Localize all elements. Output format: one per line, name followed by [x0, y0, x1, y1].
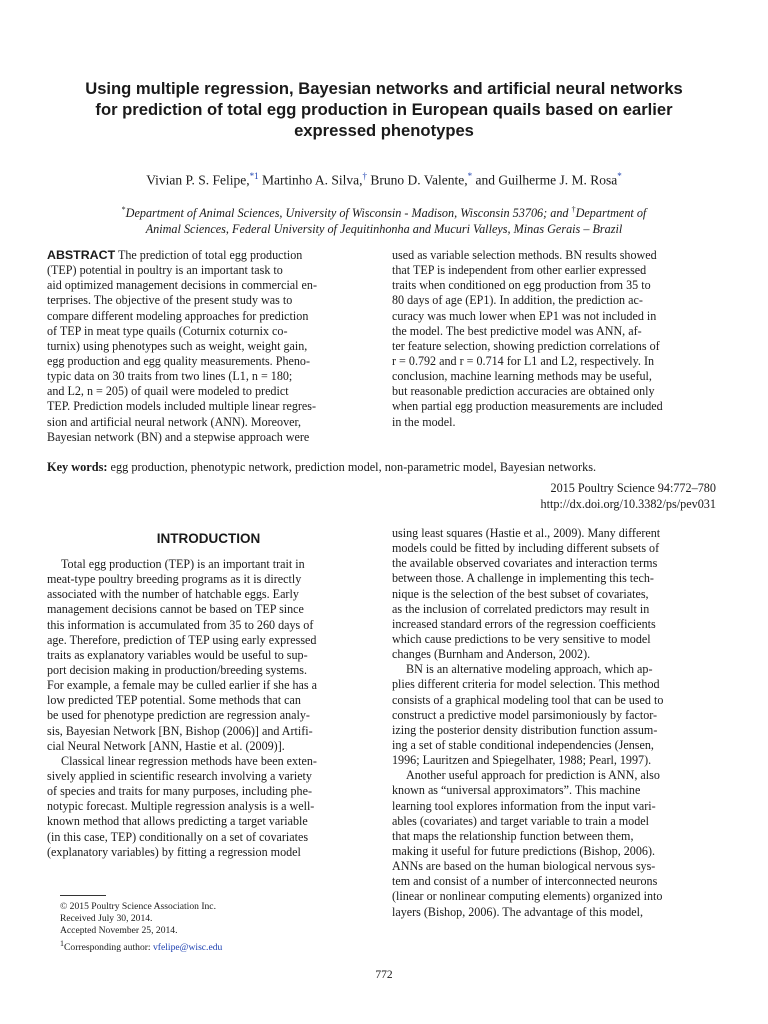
body-line: traits as explanatory variables would be useful to sup-	[47, 647, 308, 662]
body-line: increased standard errors of the regression coefficients	[392, 616, 656, 631]
body-line: For example, a female may be culled earlier if she has a	[47, 678, 317, 693]
keywords	[47, 460, 727, 475]
abstract-line: curacy was much lower when EP1 was not included in	[392, 308, 657, 323]
author-2: Martinho A. Silva,	[258, 172, 363, 188]
abstract-line: 80 days of age (EP1). In addition, the prediction ac-	[392, 293, 643, 308]
author-1: Vivian P. S. Felipe,	[146, 172, 250, 188]
abstract-right-column	[392, 248, 718, 430]
abstract-line: the model. The best predictive model was ANN, af-	[392, 323, 642, 338]
title-line-2: for prediction of total egg production in European quails based on earlier	[95, 100, 673, 119]
body-line: Another useful approach for prediction is ANN, also	[406, 768, 660, 783]
body-line: known method that allows predicting a target variable	[47, 814, 308, 829]
body-line: using least squares (Hastie et al., 2009). Many different	[392, 526, 661, 540]
paper-title	[40, 78, 728, 141]
body-line: (linear or nonlinear computing elements) organized into	[392, 889, 663, 904]
section-heading-introduction: INTRODUCTION	[156, 531, 261, 546]
body-line: as the inclusion of correlated predictors may result in	[392, 601, 650, 616]
corresponding-label: Corresponding author:	[64, 941, 153, 953]
email-link[interactable]: vfelipe@wisc.edu	[153, 941, 223, 953]
author-4: and Guilherme J. M. Rosa	[472, 172, 618, 188]
body-line: 1996; Lauritzen and Spiegelhater, 1988; Pearl, 1997).	[392, 753, 652, 768]
author-1-mark: *1	[249, 171, 259, 181]
body-line: ables (covariates) and target variable to train a model	[392, 813, 649, 828]
abstract-line: ter feature selection, showing prediction correlations of	[392, 338, 660, 353]
abstract-line: sion and artificial neural network (ANN). Moreover,	[47, 414, 302, 429]
body-line: (in this case, TEP) conditionally on a set of covariates	[47, 829, 309, 844]
body-line: age. Therefore, prediction of TEP using early expressed	[47, 632, 317, 647]
affiliation-line-2: Animal Sciences, Federal University of Jequitinhonha and Mucuri Valleys, Minas Gerais – Brazil	[145, 222, 623, 237]
footnote-copyright: © 2015 Poultry Science Association Inc.	[60, 901, 216, 912]
footnote-mark: 1	[60, 938, 64, 948]
abstract-line: that TEP is independent from other earlier expressed	[392, 263, 647, 278]
page-number: 772	[375, 969, 393, 981]
author-3: Bruno D. Valente,	[367, 172, 468, 188]
body-line: Total egg production (TEP) is an important trait in	[61, 557, 305, 571]
title-line-1: Using multiple regression, Bayesian networks and artificial neural networks	[85, 79, 683, 98]
abstract-line: typic data on 30 traits from two lines (L1, n = 180;	[47, 369, 293, 384]
body-line: notypic forecast. Multiple regression analysis is a well-	[47, 799, 315, 814]
abstract-line: r = 0.792 and r = 0.714 for L1 and L2, respectively. In	[392, 353, 655, 368]
abstract-left-column	[47, 248, 370, 445]
body-line: plies different criteria for model selection. This method	[392, 677, 660, 692]
body-line: layers (Bishop, 2006). The advantage of this model,	[392, 904, 644, 919]
body-line: making it useful for future predictions (Bishop, 2006).	[392, 843, 655, 858]
abstract-line: and L2, n = 205) of quail were modeled to predict	[47, 384, 289, 399]
abstract-line: of TEP in meat type quails (Coturnix coturnix co-	[47, 323, 288, 338]
affiliation-text-1-end: Department of	[575, 206, 647, 221]
body-line: the available observed covariates and interaction terms	[392, 556, 658, 571]
abstract-line: terprises. The objective of the present study was to	[47, 293, 293, 308]
body-line: known as “universal approximators”. This machine	[392, 783, 641, 798]
abstract-label: ABSTRACT	[47, 248, 116, 262]
body-line: consists of a graphical modeling tool that can be used to	[392, 692, 664, 707]
body-line: which cause predictions to be very sensitive to model	[392, 631, 651, 646]
keywords-text: egg production, phenotypic network, prediction model, non-parametric model, Bayesian networks.	[107, 460, 597, 474]
body-line: management decisions cannot be based on TEP since	[47, 602, 304, 617]
body-line: learning tool explores information from the input vari-	[392, 798, 656, 813]
abstract-line: Bayesian network (BN) and a stepwise approach were	[47, 429, 310, 444]
author-list	[40, 171, 728, 189]
abstract-line: in the model.	[392, 414, 456, 429]
body-line: this information is accumulated from 35 to 260 days of	[47, 617, 314, 632]
abstract-line: turnix) using phenotypes such as weight, weight gain,	[47, 338, 308, 353]
footnotes	[60, 901, 360, 954]
body-line: meat-type poultry breeding programs as it is directly	[47, 572, 302, 587]
body-line: associated with the number of hatchable eggs. Early	[47, 587, 299, 602]
affiliations	[60, 202, 708, 237]
abstract-line	[47, 248, 370, 263]
doi-link[interactable]: http://dx.doi.org/10.3382/ps/pev031	[540, 497, 716, 511]
intro-left-column	[47, 557, 370, 860]
body-line: Classical linear regression methods have been exten-	[61, 753, 317, 768]
body-line: ing a set of stable conditional independencies (Jensen,	[392, 737, 654, 752]
journal-citation: 2015 Poultry Science 94:772–780	[550, 481, 716, 495]
abstract-line: TEP. Prediction models included multiple linear regres-	[47, 399, 317, 414]
abstract-line: aid optimized management decisions in commercial en-	[47, 278, 318, 293]
body-line: ANNs are based on the human biological nervous sys-	[392, 859, 656, 874]
abstract-line: conclusion, machine learning methods may be useful,	[392, 369, 652, 384]
abstract-line-text: The prediction of total egg production	[115, 248, 303, 262]
abstract-line: egg production and egg quality measurements. Pheno-	[47, 353, 310, 368]
body-line: nique is the selection of the best subset of covariates,	[392, 586, 649, 601]
body-line: sis, Bayesian Network [BN, Bishop (2006)] and Artifi-	[47, 723, 313, 738]
title-line-3: expressed phenotypes	[294, 121, 474, 140]
affiliation-text-1: Department of Animal Sciences, University of Wisconsin - Madison, Wisconsin 53706; and	[125, 206, 572, 221]
abstract-line: but reasonable prediction accuracies are obtained only	[392, 384, 655, 399]
abstract-line: used as variable selection methods. BN results showed	[392, 248, 657, 262]
body-line: BN is an alternative modeling approach, which ap-	[406, 662, 653, 677]
author-2-mark: †	[362, 171, 368, 181]
body-line: of species and traits for many purposes, including phe-	[47, 784, 312, 799]
abstract-line: compare different modeling approaches for prediction	[47, 308, 309, 323]
body-line: construct a predictive model parsimoniously by factor-	[392, 707, 658, 722]
footnote-accepted: Accepted November 25, 2014.	[60, 925, 178, 937]
body-line: sively applied in scientific research involving a variety	[47, 768, 312, 783]
body-line: (explanatory variables) by fitting a regression model	[47, 844, 301, 859]
body-line: cial Neural Network [ANN, Hastie et al. (2009)].	[47, 738, 285, 753]
author-3-mark: *	[467, 171, 473, 181]
footnote-received: Received July 30, 2014.	[60, 913, 153, 925]
body-line: izing the posterior density distribution function assum-	[392, 722, 658, 737]
keywords-label: Key words:	[47, 460, 108, 474]
affiliation-line-1	[60, 202, 708, 221]
body-line: models could be fitted by including different subsets of	[392, 541, 660, 556]
intro-right-column	[392, 526, 718, 920]
abstract-line: when partial egg production measurements are included	[392, 399, 663, 414]
body-line: between those. A challenge in implementing this tech-	[392, 571, 654, 586]
body-line: that maps the relationship function between them,	[392, 828, 634, 843]
author-4-mark: *	[617, 171, 622, 181]
footnote-rule	[60, 895, 106, 896]
affiliation-mark-1: *	[121, 205, 126, 214]
body-line: be used for phenotype prediction are regression analy-	[47, 708, 310, 723]
abstract-line: (TEP) potential in poultry is an important task to	[47, 263, 283, 278]
body-line: tem and consist of a number of interconnected neurons	[392, 874, 658, 889]
body-line: low predicted TEP potential. Some methods that can	[47, 693, 301, 708]
affiliation-mark-2: †	[571, 205, 576, 214]
body-line: port decision making in production/breeding systems.	[47, 662, 307, 677]
abstract-line: traits when conditioned on egg production from 35 to	[392, 278, 651, 293]
body-line: changes (Burnham and Anderson, 2002).	[392, 647, 591, 662]
footnote-corresponding	[60, 938, 360, 954]
